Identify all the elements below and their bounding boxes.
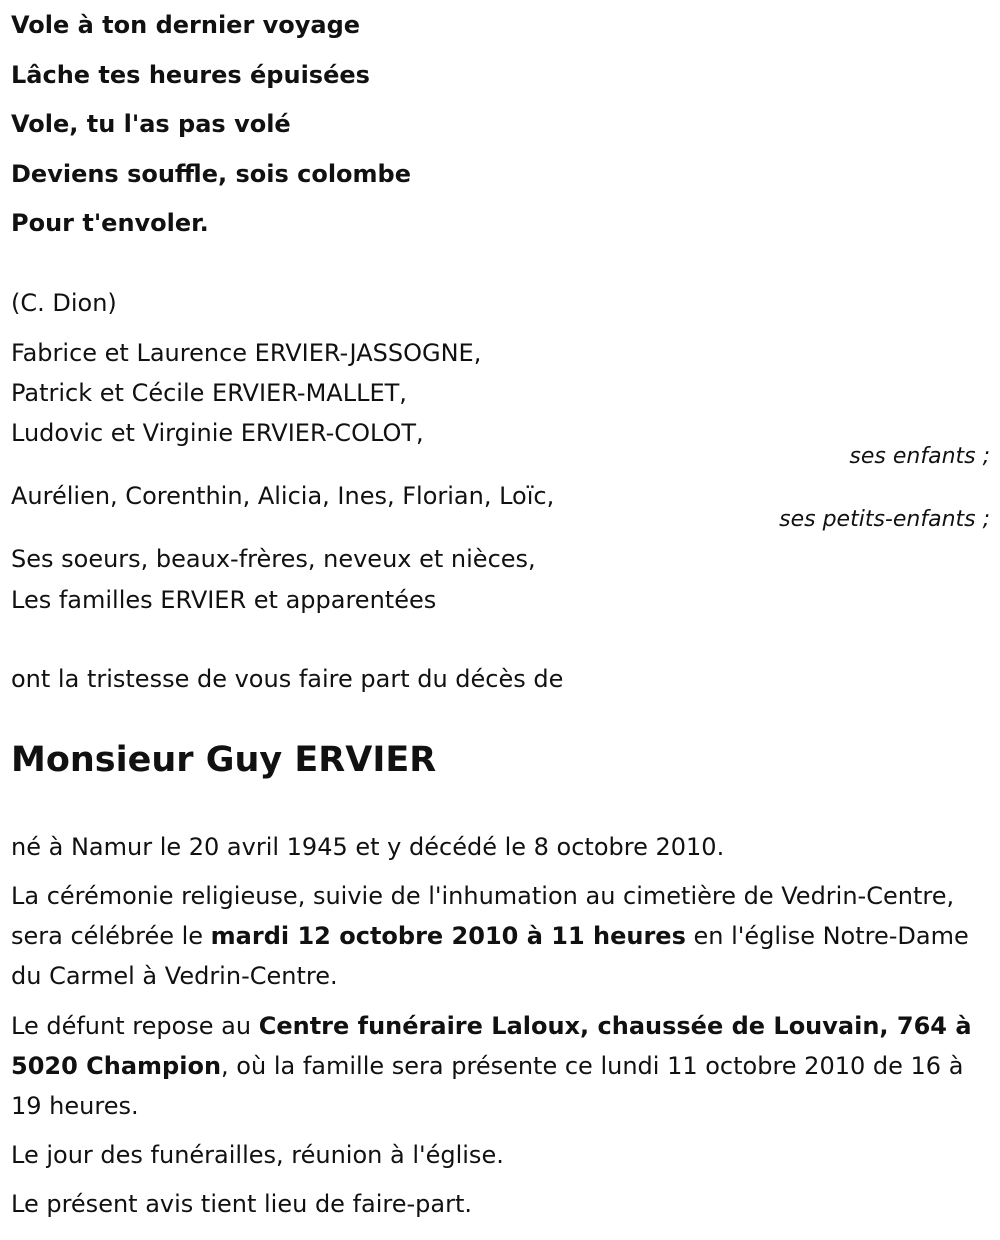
family-other-2: Les familles ERVIER et apparentées bbox=[11, 586, 437, 614]
poem-line-3: Vole, tu l'as pas volé bbox=[11, 110, 291, 138]
poem-line-2: Lâche tes heures épuisées bbox=[11, 61, 370, 89]
deceased-name: Monsieur Guy ERVIER bbox=[11, 740, 437, 780]
birth-death-info: né à Namur le 20 avril 1945 et y décédé le 8 octobre 2010. bbox=[11, 833, 725, 861]
ceremony-text-end: en l'église Notre-Dame du Carmel à Vedrin-Centre. bbox=[11, 922, 969, 990]
funeral-center-address: Centre funéraire Laloux, chaussée de Louvain, 764 à 5020 Champion bbox=[11, 1012, 972, 1080]
poem-line-1: Vole à ton dernier voyage bbox=[11, 11, 361, 39]
repose-text-end: , où la famille sera présente ce lundi 11 octobre 2010 de 16 à 19 heures. bbox=[11, 1052, 964, 1120]
family-child-3: Ludovic et Virginie ERVIER-COLOT, bbox=[11, 419, 424, 447]
family-child-2: Patrick et Cécile ERVIER-MALLET, bbox=[11, 379, 407, 407]
ceremony-paragraph bbox=[11, 876, 986, 996]
poem-author: (C. Dion) bbox=[11, 289, 117, 317]
repose-text-start: Le défunt repose au bbox=[11, 1012, 259, 1040]
ceremony-text-start: La cérémonie religieuse, suivie de l'inhumation au cimetière de Vedrin-Centre, sera célébrée le bbox=[11, 882, 955, 950]
poem-line-4: Deviens souffle, sois colombe bbox=[11, 160, 412, 188]
funeral-day-info: Le jour des funérailles, réunion à l'église. bbox=[11, 1141, 504, 1169]
poem-line-5: Pour t'envoler. bbox=[11, 209, 209, 237]
family-grandchildren: Aurélien, Corenthin, Alicia, Ines, Florian, Loïc, bbox=[11, 482, 555, 510]
grandchildren-label: ses petits-enfants ; bbox=[779, 507, 990, 532]
announcement-text: ont la tristesse de vous faire part du décès de bbox=[11, 665, 564, 693]
notice-info: Le présent avis tient lieu de faire-part. bbox=[11, 1190, 473, 1218]
family-other-1: Ses soeurs, beaux-frères, neveux et nièces, bbox=[11, 545, 536, 573]
family-child-1: Fabrice et Laurence ERVIER-JASSOGNE, bbox=[11, 339, 482, 367]
ceremony-date: mardi 12 octobre 2010 à 11 heures bbox=[210, 922, 686, 950]
repose-paragraph bbox=[11, 1006, 986, 1126]
children-label: ses enfants ; bbox=[849, 444, 990, 469]
